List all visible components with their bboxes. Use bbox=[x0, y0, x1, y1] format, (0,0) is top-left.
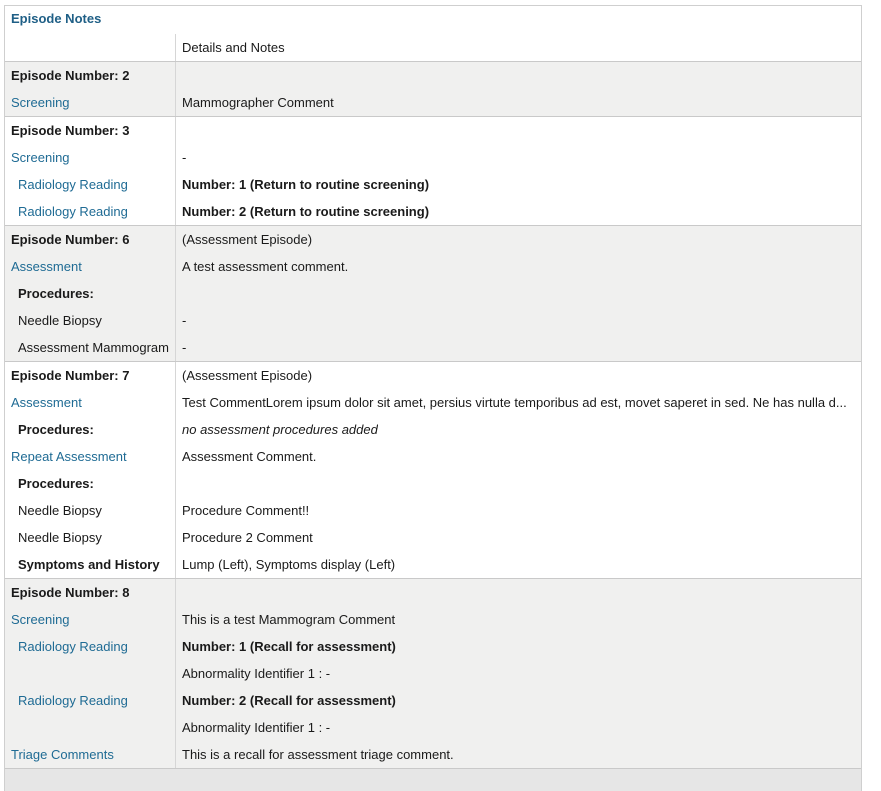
row-label-cell bbox=[5, 198, 176, 225]
row-label-cell bbox=[5, 606, 176, 633]
row-value-cell bbox=[176, 280, 861, 307]
row-label-cell bbox=[5, 62, 176, 89]
row-value-cell bbox=[176, 470, 861, 497]
row-label-cell bbox=[5, 117, 176, 144]
row-label-link[interactable]: Screening bbox=[11, 612, 70, 627]
row-value: Mammographer Comment bbox=[182, 95, 334, 110]
episode-row bbox=[5, 497, 861, 524]
row-label-link[interactable]: Radiology Reading bbox=[18, 693, 128, 708]
row-label-cell bbox=[5, 551, 176, 578]
row-label-link[interactable]: Repeat Assessment bbox=[11, 449, 127, 464]
episode-row bbox=[5, 226, 861, 253]
row-label: Procedures: bbox=[18, 286, 94, 301]
panel-title: Episode Notes bbox=[11, 11, 102, 26]
row-label-cell bbox=[5, 579, 176, 606]
row-label-cell bbox=[5, 443, 176, 470]
row-value-cell bbox=[176, 62, 861, 89]
row-value: Abnormality Identifier 1 : - bbox=[182, 666, 331, 681]
row-value-cell bbox=[176, 687, 861, 714]
row-label-cell bbox=[5, 470, 176, 497]
row-value: - bbox=[182, 313, 187, 328]
row-label-cell bbox=[5, 171, 176, 198]
row-label-cell bbox=[5, 389, 176, 416]
row-value: Lump (Left), Symptoms display (Left) bbox=[182, 557, 396, 572]
row-label: Assessment Mammogram bbox=[18, 340, 169, 355]
episode-section bbox=[5, 116, 861, 225]
row-label: Episode Number: 8 bbox=[11, 585, 130, 600]
episode-row bbox=[5, 389, 861, 416]
row-value: Number: 2 (Recall for assessment) bbox=[182, 693, 396, 708]
row-label-cell bbox=[5, 660, 176, 687]
row-label: Needle Biopsy bbox=[18, 313, 102, 328]
episode-row bbox=[5, 714, 861, 741]
row-value: Test CommentLorem ipsum dolor sit amet, persius virtute temporibus ad est, movet saperet in sed. Ne has nulla d... bbox=[182, 395, 847, 410]
row-value-cell bbox=[176, 334, 861, 361]
row-label-cell bbox=[5, 714, 176, 741]
row-value-cell bbox=[176, 226, 861, 253]
row-label-cell bbox=[5, 144, 176, 171]
row-label-link[interactable]: Assessment bbox=[11, 259, 82, 274]
episode-row bbox=[5, 416, 861, 443]
row-label-link[interactable]: Radiology Reading bbox=[18, 639, 128, 654]
panel-footer bbox=[5, 768, 861, 791]
row-value-cell bbox=[176, 144, 861, 171]
episode-row bbox=[5, 362, 861, 389]
episode-row bbox=[5, 741, 861, 768]
row-label: Symptoms and History bbox=[18, 557, 160, 572]
row-value-cell bbox=[176, 362, 861, 389]
row-value-cell bbox=[176, 741, 861, 768]
row-label: Procedures: bbox=[18, 422, 94, 437]
row-label: Needle Biopsy bbox=[18, 530, 102, 545]
episode-row bbox=[5, 606, 861, 633]
row-value-cell bbox=[176, 117, 861, 144]
episode-row bbox=[5, 89, 861, 116]
row-label: Needle Biopsy bbox=[18, 503, 102, 518]
row-value-cell bbox=[176, 714, 861, 741]
row-value-cell bbox=[176, 633, 861, 660]
row-label: Episode Number: 6 bbox=[11, 232, 130, 247]
row-value: - bbox=[182, 150, 187, 165]
episode-row bbox=[5, 253, 861, 280]
episode-row bbox=[5, 307, 861, 334]
episode-row bbox=[5, 62, 861, 89]
row-value-cell bbox=[176, 443, 861, 470]
episode-row bbox=[5, 117, 861, 144]
row-value-cell bbox=[176, 89, 861, 116]
row-value: This is a test Mammogram Comment bbox=[182, 612, 396, 627]
row-value: Number: 2 (Return to routine screening) bbox=[182, 204, 430, 219]
row-value-cell bbox=[176, 171, 861, 198]
episode-row bbox=[5, 579, 861, 606]
row-value-cell bbox=[176, 307, 861, 334]
episode-sections bbox=[5, 61, 861, 768]
row-label: Episode Number: 3 bbox=[11, 123, 130, 138]
episode-row bbox=[5, 334, 861, 361]
column-header-label: Details and Notes bbox=[182, 40, 285, 55]
row-label-cell bbox=[5, 89, 176, 116]
episode-row bbox=[5, 443, 861, 470]
column-header-details bbox=[176, 34, 861, 61]
row-value: - bbox=[182, 340, 187, 355]
row-label: Episode Number: 2 bbox=[11, 68, 130, 83]
episode-row bbox=[5, 198, 861, 225]
row-label-cell bbox=[5, 362, 176, 389]
row-label-link[interactable]: Radiology Reading bbox=[18, 177, 128, 192]
row-label-cell bbox=[5, 253, 176, 280]
row-value: Procedure 2 Comment bbox=[182, 530, 313, 545]
row-label-link[interactable]: Screening bbox=[11, 95, 70, 110]
episode-notes-panel bbox=[4, 5, 862, 791]
episode-section bbox=[5, 361, 861, 578]
row-value: (Assessment Episode) bbox=[182, 232, 313, 247]
episode-row bbox=[5, 687, 861, 714]
row-label-cell bbox=[5, 524, 176, 551]
row-value-cell bbox=[176, 524, 861, 551]
row-label-cell bbox=[5, 416, 176, 443]
episode-row bbox=[5, 524, 861, 551]
episode-row bbox=[5, 551, 861, 578]
row-value-cell bbox=[176, 551, 861, 578]
row-label-link[interactable]: Radiology Reading bbox=[18, 204, 128, 219]
row-label-cell bbox=[5, 687, 176, 714]
episode-row bbox=[5, 633, 861, 660]
row-label: Procedures: bbox=[18, 476, 94, 491]
row-value-cell bbox=[176, 416, 861, 443]
row-value: Abnormality Identifier 1 : - bbox=[182, 720, 331, 735]
row-label-link[interactable]: Screening bbox=[11, 150, 70, 165]
row-label-link[interactable]: Assessment bbox=[11, 395, 82, 410]
row-label-cell bbox=[5, 741, 176, 768]
episode-row bbox=[5, 660, 861, 687]
row-value: Procedure Comment!! bbox=[182, 503, 310, 518]
row-value-cell bbox=[176, 497, 861, 524]
row-label: Episode Number: 7 bbox=[11, 368, 130, 383]
row-label-cell bbox=[5, 226, 176, 253]
episode-row bbox=[5, 171, 861, 198]
episode-row bbox=[5, 280, 861, 307]
episode-section bbox=[5, 225, 861, 361]
row-value-cell bbox=[176, 389, 861, 416]
row-value: (Assessment Episode) bbox=[182, 368, 313, 383]
row-value-cell bbox=[176, 579, 861, 606]
row-value-cell bbox=[176, 660, 861, 687]
row-label-cell bbox=[5, 334, 176, 361]
row-value-cell bbox=[176, 606, 861, 633]
column-header-row bbox=[5, 34, 861, 61]
row-value-cell bbox=[176, 253, 861, 280]
episode-section bbox=[5, 61, 861, 116]
column-header-spacer bbox=[5, 34, 176, 61]
row-value: Number: 1 (Recall for assessment) bbox=[182, 639, 396, 654]
row-value-cell bbox=[176, 198, 861, 225]
row-value: no assessment procedures added bbox=[182, 422, 378, 437]
row-label-cell bbox=[5, 497, 176, 524]
row-label-cell bbox=[5, 307, 176, 334]
episode-section bbox=[5, 578, 861, 768]
row-value: Number: 1 (Return to routine screening) bbox=[182, 177, 430, 192]
row-label-cell bbox=[5, 633, 176, 660]
row-value: A test assessment comment. bbox=[182, 259, 349, 274]
row-value: This is a recall for assessment triage comment. bbox=[182, 747, 454, 762]
episode-row bbox=[5, 144, 861, 171]
row-label-cell bbox=[5, 280, 176, 307]
row-label-link[interactable]: Triage Comments bbox=[11, 747, 114, 762]
episode-row bbox=[5, 470, 861, 497]
row-value: Assessment Comment. bbox=[182, 449, 317, 464]
